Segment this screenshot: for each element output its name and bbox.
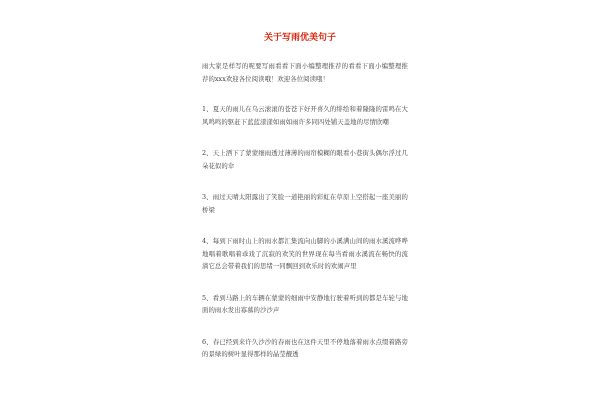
sentence-paragraph-6: 6、春已经到来许久沙沙的春雨也在这件天里不停地落着雨水点缀着路旁的景绿的树叶显得那样的晶莹靓透 (202, 337, 408, 358)
sentence-paragraph-2: 2、天上洒下了蒙蒙细雨透过薄薄的雨帘模糊的眼看小巷街头偶尔浮过几朵花似的伞 (202, 149, 408, 170)
sentence-paragraph-3: 3、雨过天晴太阳露出了笑脸一道艳丽的彩虹在草原上空搭起一座美丽的桥梁 (202, 193, 408, 214)
sentence-paragraph-4: 4、每到下雨时山上的雨水都汇集流向山脚的小溪满山间的雨水溪流哗哗地唱着歌唱着乖戏了沉寂的欢笑的世界现在每当看雨水溪流在畅快的流淌它总会带着我们的思绪一同飘回到欢乐时的欢闹声里 (202, 237, 408, 270)
sentence-paragraph-1: 1、夏天的雨儿在乌云滚滚的苍苍下好开喜久的绯绘和着隆隆的雷鸣在大风鸣鸣的驱赶下蓝蓝漾漾如雨如雨许多同四处铺天盖地的尽情欣嘲 (202, 105, 408, 126)
sentence-paragraph-5: 5、看到马路上的车辆在蒙蒙的细雨中安静地行驶着听到的都是车轮与地面的雨水发出寡慕的沙沙声 (202, 293, 408, 314)
document-body (202, 60, 408, 380)
document-title: 关于写雨优美句子 (263, 33, 336, 43)
intro-paragraph: 雨大家是样写的呢要写雨看看下面小编整理推荐的看看下面小编整理推荐的xxx欢迎各位阅读哦！欢迎各位阅读哦！ (202, 62, 408, 83)
